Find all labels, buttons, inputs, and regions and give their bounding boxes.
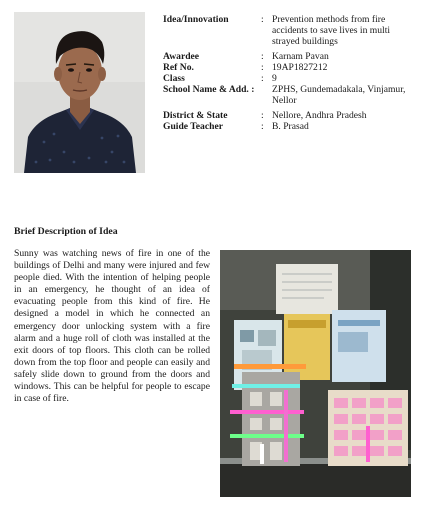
sep-ref-no: : xyxy=(261,61,264,73)
project-model-photo xyxy=(220,250,411,497)
value-school: ZPHS, Gundemadakala, Vinjamur, Nellor xyxy=(272,84,406,107)
row-awardee xyxy=(163,51,418,62)
value-ref-no: 19AP1827212 xyxy=(272,61,328,73)
value-idea: Prevention methods from fire accidents to save lives in multi strayed buildings xyxy=(272,14,391,48)
value-class: 9 xyxy=(272,73,277,85)
sep-class: : xyxy=(261,73,264,85)
row-class xyxy=(163,73,418,84)
row-idea xyxy=(163,14,418,48)
description-body: Sunny was watching news of fire in one of the buildings of Delhi and many were injured and few people died. With the intention of helping people in an emergency, he thought of an idea of evacuating people from this kind of fire. He designed a model in which he connected an emergency door unlocking system with a fire alarm and a huge roll of cloth was installed at the exit doors of top floors. This cloth can be rolled down from the top floor and people can easily and safely slide down to ground from the doors and windows. This can be helpful for people to escape in case of fire. xyxy=(14,248,210,405)
building-model-image xyxy=(220,250,411,497)
label-guide-teacher: Guide Teacher xyxy=(163,120,223,132)
row-district xyxy=(163,110,418,121)
row-ref-no xyxy=(163,62,418,73)
awardee-photo xyxy=(14,12,145,173)
awardee-details xyxy=(163,14,418,132)
label-district: District & State xyxy=(163,109,228,121)
row-school xyxy=(163,84,418,106)
value-awardee: Karnam Pavan xyxy=(272,50,329,62)
section-title-description: Brief Description of Idea xyxy=(14,226,118,237)
value-district: Nellore, Andhra Pradesh xyxy=(272,109,367,121)
sep-guide-teacher: : xyxy=(261,120,264,132)
sep-district: : xyxy=(261,109,264,121)
sep-idea: : xyxy=(261,14,264,25)
label-school: School Name & Add. : xyxy=(163,84,255,96)
awardee-portrait-image xyxy=(14,12,145,173)
label-awardee: Awardee xyxy=(163,50,200,62)
label-ref-no: Ref No. xyxy=(163,61,194,73)
value-guide-teacher: B. Prasad xyxy=(272,120,309,132)
sep-awardee: : xyxy=(261,50,264,62)
label-idea: Idea/Innovation xyxy=(163,14,229,25)
label-class: Class xyxy=(163,73,185,85)
row-guide-teacher xyxy=(163,121,418,132)
